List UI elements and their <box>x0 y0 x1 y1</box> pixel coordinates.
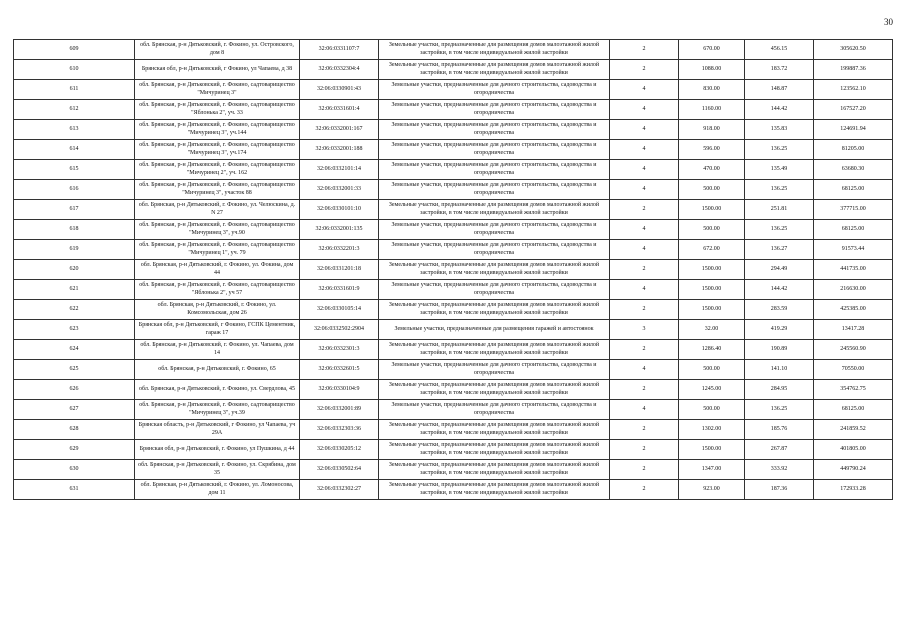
cadastral-number-cell: 32:06:0330205:12 <box>300 440 379 460</box>
land-use-cell: Земельные участки, предназначенные для дачного строительства, садоводства и огородничества <box>379 140 610 160</box>
price-cell: 456.15 <box>745 40 814 60</box>
price-cell: 333.92 <box>745 460 814 480</box>
address-cell: обл. Брянская, р-н Дятьковский, г. Фокино, садтоварищество "Мичуринец 3", участок 88 <box>135 180 300 200</box>
price-cell: 136.25 <box>745 140 814 160</box>
price-cell: 136.25 <box>745 220 814 240</box>
cadastral-number-cell: 32:06:0332001:89 <box>300 400 379 420</box>
area-cell: 923.00 <box>679 480 745 500</box>
area-cell: 918.00 <box>679 120 745 140</box>
group-cell: 4 <box>610 180 679 200</box>
address-cell: обл. Брянская, р-н Дятьковский, г. Фокино, ул. Фокина, дом 44 <box>135 260 300 280</box>
price-cell: 267.87 <box>745 440 814 460</box>
price-cell: 136.25 <box>745 400 814 420</box>
table-row <box>14 420 893 440</box>
price-cell: 183.72 <box>745 60 814 80</box>
cadastral-number-cell: 32:06:0331201:18 <box>300 260 379 280</box>
table-row <box>14 400 893 420</box>
cadastral-value-cell: 401805.00 <box>814 440 893 460</box>
group-cell: 4 <box>610 240 679 260</box>
area-cell: 500.00 <box>679 220 745 240</box>
row-number: 613 <box>14 120 135 140</box>
area-cell: 1347.00 <box>679 460 745 480</box>
cadastral-value-cell: 354762.75 <box>814 380 893 400</box>
price-cell: 144.42 <box>745 280 814 300</box>
table-row <box>14 260 893 280</box>
cadastral-number-cell: 32:06:0332304:4 <box>300 60 379 80</box>
address-cell: обл. Брянская, р-н Дятьковский, г. Фокино, садтоварищество "Мичуринец 3" <box>135 80 300 100</box>
price-cell: 185.76 <box>745 420 814 440</box>
price-cell: 251.81 <box>745 200 814 220</box>
cadastral-value-cell: 68125.00 <box>814 400 893 420</box>
row-number: 615 <box>14 160 135 180</box>
land-use-cell: Земельные участки, предназначенные для дачного строительства, садоводства и огородничества <box>379 80 610 100</box>
group-cell: 4 <box>610 360 679 380</box>
group-cell: 4 <box>610 280 679 300</box>
area-cell: 1500.00 <box>679 280 745 300</box>
cadastral-number-cell: 32:06:0332302:27 <box>300 480 379 500</box>
cadastral-value-cell: 68125.00 <box>814 180 893 200</box>
cadastral-number-cell: 32:06:0331601:4 <box>300 100 379 120</box>
cadastral-number-cell: 32:06:0331107:7 <box>300 40 379 60</box>
group-cell: 4 <box>610 140 679 160</box>
land-use-cell: Земельные участки, предназначенные для дачного строительства, садоводства и огородничества <box>379 160 610 180</box>
cadastral-number-cell: 32:06:0332201:3 <box>300 240 379 260</box>
address-cell: обл. Брянская, р-н Дятьковский, г. Фокино, ул. Островского, дом 8 <box>135 40 300 60</box>
group-cell: 2 <box>610 340 679 360</box>
area-cell: 1500.00 <box>679 440 745 460</box>
land-use-cell: Земельные участки, предназначенные для размещения домов малоэтажной жилой застройки, в том числе индивидуальной жилой застройки <box>379 380 610 400</box>
cadastral-number-cell: 32:06:0330901:43 <box>300 80 379 100</box>
row-number: 616 <box>14 180 135 200</box>
row-number: 630 <box>14 460 135 480</box>
price-cell: 135.83 <box>745 120 814 140</box>
cadastral-number-cell: 32:06:0331601:9 <box>300 280 379 300</box>
area-cell: 672.00 <box>679 240 745 260</box>
land-use-cell: Земельные участки, предназначенные для размещения домов малоэтажной жилой застройки, в том числе индивидуальной жилой застройки <box>379 300 610 320</box>
table-row <box>14 80 893 100</box>
area-cell: 596.00 <box>679 140 745 160</box>
group-cell: 2 <box>610 40 679 60</box>
land-use-cell: Земельные участки, предназначенные для размещения гаражей и автостоянок <box>379 320 610 340</box>
group-cell: 2 <box>610 380 679 400</box>
cadastral-number-cell: 32:06:0330502:64 <box>300 460 379 480</box>
cadastral-value-cell: 167527.20 <box>814 100 893 120</box>
area-cell: 1500.00 <box>679 200 745 220</box>
price-cell: 148.87 <box>745 80 814 100</box>
row-number: 620 <box>14 260 135 280</box>
land-use-cell: Земельные участки, предназначенные для дачного строительства, садоводства и огородничества <box>379 120 610 140</box>
cadastral-value-cell: 68125.00 <box>814 220 893 240</box>
cadastral-number-cell: 32:06:0332101:14 <box>300 160 379 180</box>
land-use-cell: Земельные участки, предназначенные для размещения домов малоэтажной жилой застройки, в том числе индивидуальной жилой застройки <box>379 260 610 280</box>
area-cell: 500.00 <box>679 400 745 420</box>
cadastral-number-cell: 32:06:0330105:14 <box>300 300 379 320</box>
row-number: 624 <box>14 340 135 360</box>
table-row <box>14 220 893 240</box>
address-cell: обл. Брянская, р-н Дятьковский, г. Фокино, ул. Ломоносова, дом 11 <box>135 480 300 500</box>
address-cell: Брянская область, р-н Дятьковский, г Фокино, ул Чапаева, уч 29А <box>135 420 300 440</box>
group-cell: 2 <box>610 420 679 440</box>
row-number: 614 <box>14 140 135 160</box>
cadastral-value-cell: 70550.00 <box>814 360 893 380</box>
row-number: 618 <box>14 220 135 240</box>
land-use-cell: Земельные участки, предназначенные для размещения домов малоэтажной жилой застройки, в том числе индивидуальной жилой застройки <box>379 420 610 440</box>
row-number: 629 <box>14 440 135 460</box>
address-cell: обл. Брянская, р-н Дятьковский, г. Фокино, ул. Чапаева, дом 14 <box>135 340 300 360</box>
cadastral-value-cell: 123562.10 <box>814 80 893 100</box>
price-cell: 144.42 <box>745 100 814 120</box>
table-row <box>14 60 893 80</box>
row-number: 625 <box>14 360 135 380</box>
land-use-cell: Земельные участки, предназначенные для размещения домов малоэтажной жилой застройки, в том числе индивидуальной жилой застройки <box>379 340 610 360</box>
price-cell: 136.27 <box>745 240 814 260</box>
table-row <box>14 120 893 140</box>
cadastral-number-cell: 32:06:0332001:135 <box>300 220 379 240</box>
cadastral-value-cell: 13417.28 <box>814 320 893 340</box>
address-cell: Брянская обл, р-н Дятьковский, г Фокино, ул Чапаева, д 38 <box>135 60 300 80</box>
page-number: 30 <box>884 17 893 27</box>
row-number: 617 <box>14 200 135 220</box>
group-cell: 4 <box>610 400 679 420</box>
land-use-cell: Земельные участки, предназначенные для дачного строительства, садоводства и огородничества <box>379 400 610 420</box>
area-cell: 500.00 <box>679 180 745 200</box>
row-number: 631 <box>14 480 135 500</box>
area-cell: 1500.00 <box>679 260 745 280</box>
land-use-cell: Земельные участки, предназначенные для дачного строительства, садоводства и огородничества <box>379 240 610 260</box>
cadastral-number-cell: 32:06:0330101:10 <box>300 200 379 220</box>
group-cell: 4 <box>610 160 679 180</box>
address-cell: обл. Брянская, р-н Дятьковский, г. Фокино, 65 <box>135 360 300 380</box>
area-cell: 1302.00 <box>679 420 745 440</box>
cadastral-value-cell: 124691.94 <box>814 120 893 140</box>
group-cell: 4 <box>610 80 679 100</box>
group-cell: 4 <box>610 220 679 240</box>
cadastral-value-cell: 172933.28 <box>814 480 893 500</box>
table-row <box>14 320 893 340</box>
row-number: 622 <box>14 300 135 320</box>
address-cell: обл. Брянская, р-н Дятьковский, г. Фокино, ул. Комсомольская, дом 26 <box>135 300 300 320</box>
address-cell: обл. Брянская, р-н Дятьковский, г. Фокино, ул. Скрябина, дом 35 <box>135 460 300 480</box>
land-registry-table <box>13 39 893 500</box>
cadastral-value-cell: 449790.24 <box>814 460 893 480</box>
land-use-cell: Земельные участки, предназначенные для размещения домов малоэтажной жилой застройки, в том числе индивидуальной жилой застройки <box>379 480 610 500</box>
row-number: 611 <box>14 80 135 100</box>
cadastral-number-cell: 32:06:0332601:5 <box>300 360 379 380</box>
cadastral-number-cell: 32:06:0332001:33 <box>300 180 379 200</box>
area-cell: 1500.00 <box>679 300 745 320</box>
address-cell: обл. Брянская, р-н Дятьковский, г. Фокино, садтоварищество "Мичуринец 3", уч.144 <box>135 120 300 140</box>
address-cell: обл. Брянская, р-н Дятьковский, г. Фокино, садтоварищество "Мичуринец 3", уч.90 <box>135 220 300 240</box>
row-number: 612 <box>14 100 135 120</box>
row-number: 623 <box>14 320 135 340</box>
cadastral-value-cell: 91573.44 <box>814 240 893 260</box>
address-cell: обл. Брянская, р-н Дятьковский, г. Фокино, садтоварищество "Яблонька 2", уч. 33 <box>135 100 300 120</box>
cadastral-value-cell: 216630.00 <box>814 280 893 300</box>
group-cell: 4 <box>610 100 679 120</box>
address-cell: обл. Брянская, р-н Дятьковский, г. Фокино, садтоварищество "Мичуринец 3", уч.39 <box>135 400 300 420</box>
group-cell: 2 <box>610 300 679 320</box>
land-use-cell: Земельные участки, предназначенные для дачного строительства, садоводства и огородничества <box>379 180 610 200</box>
cadastral-value-cell: 245560.90 <box>814 340 893 360</box>
cadastral-value-cell: 241859.52 <box>814 420 893 440</box>
price-cell: 135.49 <box>745 160 814 180</box>
land-use-cell: Земельные участки, предназначенные для дачного строительства, садоводства и огородничества <box>379 220 610 240</box>
land-use-cell: Земельные участки, предназначенные для дачного строительства, садоводства и огородничества <box>379 100 610 120</box>
table-row <box>14 340 893 360</box>
table-row <box>14 480 893 500</box>
address-cell: обл. Брянская, р-н Дятьковский, г. Фокино, ул. Свердлова, 45 <box>135 380 300 400</box>
price-cell: 283.59 <box>745 300 814 320</box>
row-number: 626 <box>14 380 135 400</box>
table-body <box>14 40 893 500</box>
row-number: 610 <box>14 60 135 80</box>
row-number: 609 <box>14 40 135 60</box>
address-cell: обл. Брянская, р-н Дятьковский, г. Фокино, садтоварищество "Мичуринец 1", уч. 79 <box>135 240 300 260</box>
price-cell: 294.49 <box>745 260 814 280</box>
area-cell: 1245.00 <box>679 380 745 400</box>
cadastral-number-cell: 32:06:0332001:188 <box>300 140 379 160</box>
row-number: 619 <box>14 240 135 260</box>
group-cell: 2 <box>610 200 679 220</box>
cadastral-value-cell: 425385.00 <box>814 300 893 320</box>
price-cell: 419.29 <box>745 320 814 340</box>
group-cell: 2 <box>610 60 679 80</box>
cadastral-value-cell: 441735.00 <box>814 260 893 280</box>
table-row <box>14 300 893 320</box>
land-use-cell: Земельные участки, предназначенные для размещения домов малоэтажной жилой застройки, в том числе индивидуальной жилой застройки <box>379 200 610 220</box>
row-number: 628 <box>14 420 135 440</box>
land-use-cell: Земельные участки, предназначенные для размещения домов малоэтажной жилой застройки, в том числе индивидуальной жилой застройки <box>379 60 610 80</box>
price-cell: 136.25 <box>745 180 814 200</box>
cadastral-value-cell: 63680.30 <box>814 160 893 180</box>
table-row <box>14 160 893 180</box>
cadastral-value-cell: 305620.50 <box>814 40 893 60</box>
table-row <box>14 460 893 480</box>
group-cell: 3 <box>610 320 679 340</box>
area-cell: 32.00 <box>679 320 745 340</box>
land-use-cell: Земельные участки, предназначенные для дачного строительства, садоводства и огородничества <box>379 360 610 380</box>
table-row <box>14 360 893 380</box>
group-cell: 2 <box>610 260 679 280</box>
price-cell: 187.36 <box>745 480 814 500</box>
table-row <box>14 40 893 60</box>
row-number: 627 <box>14 400 135 420</box>
land-use-cell: Земельные участки, предназначенные для дачного строительства, садоводства и огородничества <box>379 280 610 300</box>
group-cell: 2 <box>610 480 679 500</box>
table-row <box>14 180 893 200</box>
table-row <box>14 440 893 460</box>
price-cell: 284.95 <box>745 380 814 400</box>
table-row <box>14 240 893 260</box>
land-use-cell: Земельные участки, предназначенные для размещения домов малоэтажной жилой застройки, в том числе индивидуальной жилой застройки <box>379 440 610 460</box>
land-use-cell: Земельные участки, предназначенные для размещения домов малоэтажной жилой застройки, в том числе индивидуальной жилой застройки <box>379 40 610 60</box>
address-cell: Брянская обл, р-н Дятьковский, г Фокино, ГСПК Цементник, гараж 17 <box>135 320 300 340</box>
table-row <box>14 140 893 160</box>
cadastral-number-cell: 32:06:0330104:9 <box>300 380 379 400</box>
price-cell: 141.10 <box>745 360 814 380</box>
address-cell: обл. Брянская, р-н Дятьковский, г. Фокино, садтоварищество "Мичуринец 2", уч. 162 <box>135 160 300 180</box>
address-cell: Брянская обл, р-н Дятьковский, г. Фокино, ул Пушкина, д 44 <box>135 440 300 460</box>
cadastral-value-cell: 199887.36 <box>814 60 893 80</box>
cadastral-value-cell: 377715.00 <box>814 200 893 220</box>
table-row <box>14 200 893 220</box>
table-row <box>14 100 893 120</box>
group-cell: 4 <box>610 120 679 140</box>
cadastral-number-cell: 32:06:0332502:2904 <box>300 320 379 340</box>
area-cell: 500.00 <box>679 360 745 380</box>
table-row <box>14 380 893 400</box>
address-cell: обл. Брянская, р-н Дятьковский, г. Фокино, садтоварищество "Мичуринец 3", уч.174 <box>135 140 300 160</box>
area-cell: 830.00 <box>679 80 745 100</box>
table-row <box>14 280 893 300</box>
area-cell: 1286.40 <box>679 340 745 360</box>
area-cell: 1088.00 <box>679 60 745 80</box>
group-cell: 2 <box>610 460 679 480</box>
cadastral-number-cell: 32:06:0332301:3 <box>300 340 379 360</box>
area-cell: 470.00 <box>679 160 745 180</box>
price-cell: 190.89 <box>745 340 814 360</box>
cadastral-value-cell: 81205.00 <box>814 140 893 160</box>
cadastral-number-cell: 32:06:0332303:36 <box>300 420 379 440</box>
address-cell: обл. Брянская, р-н Дятьковский, г. Фокино, ул. Челюскина, д. N 27 <box>135 200 300 220</box>
address-cell: обл. Брянская, р-н Дятьковский, г. Фокино, садтоварищество "Яблонька 2", уч 57 <box>135 280 300 300</box>
area-cell: 1160.00 <box>679 100 745 120</box>
land-use-cell: Земельные участки, предназначенные для размещения домов малоэтажной жилой застройки, в том числе индивидуальной жилой застройки <box>379 460 610 480</box>
area-cell: 670.00 <box>679 40 745 60</box>
cadastral-number-cell: 32:06:0332001:167 <box>300 120 379 140</box>
row-number: 621 <box>14 280 135 300</box>
group-cell: 2 <box>610 440 679 460</box>
